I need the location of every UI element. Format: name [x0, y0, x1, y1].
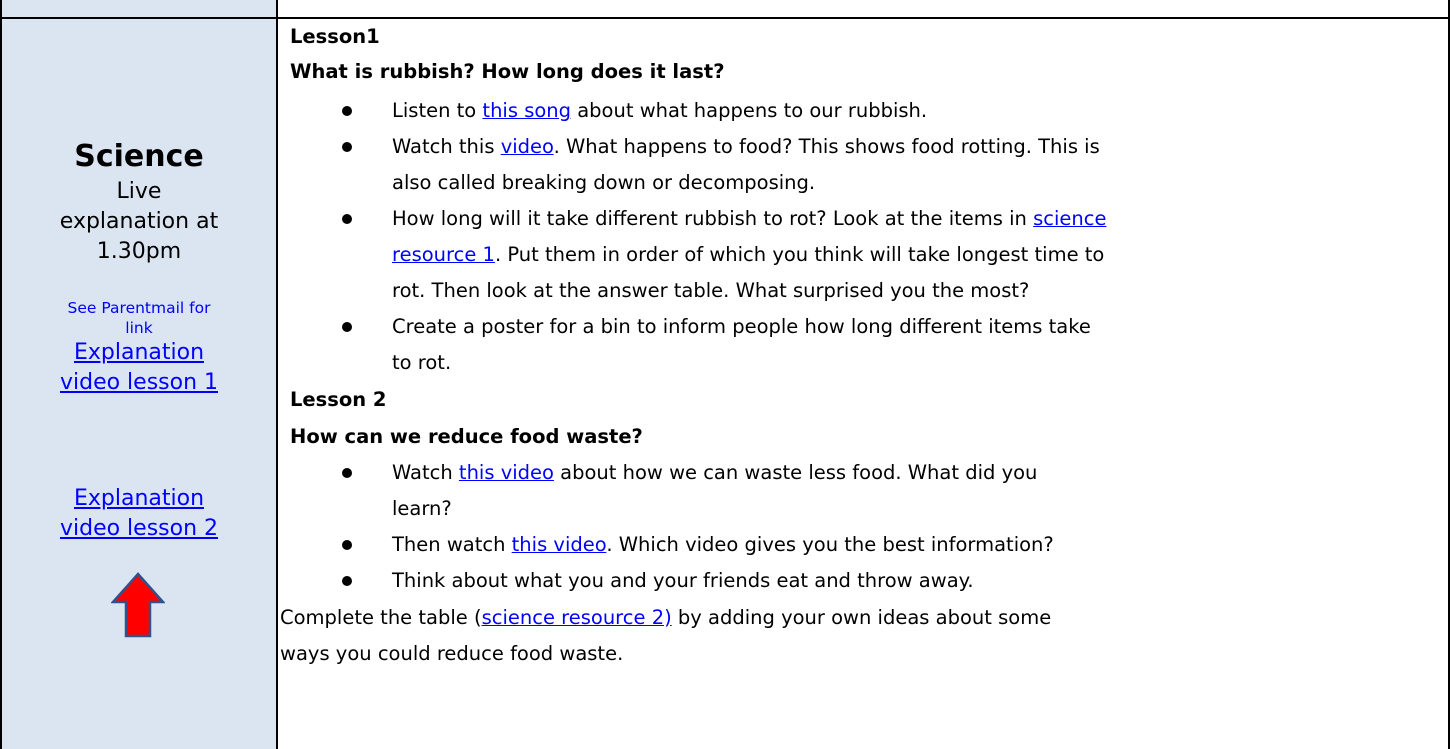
lesson2-bullet-1-cont: learn? [392, 497, 452, 520]
lesson1-bullet-1 [392, 95, 927, 127]
text: Watch this [392, 135, 501, 158]
lesson2-final-instruction-cont: ways you could reduce food waste. [280, 642, 624, 665]
bullet-dot [342, 142, 352, 152]
up-arrow-icon [111, 572, 165, 638]
text: . What happens to food? This shows food rotting. This is [553, 135, 1100, 158]
bullet-dot [342, 468, 352, 478]
lesson2-bullet-3: Think about what you and your friends eat and throw away. [392, 569, 974, 592]
text: by adding your own ideas about some [671, 606, 1052, 629]
lesson1-bullet-3-cont: rot. Then look at the answer table. What surprised you the most? [392, 279, 1030, 302]
lesson1-bullet-3-cont [392, 239, 1104, 271]
text: Listen to [392, 99, 483, 122]
link-line[interactable]: video lesson 2 [59, 516, 219, 541]
lesson2-final-instruction [280, 602, 1051, 634]
lesson1-question: What is rubbish? How long does it last? [290, 60, 725, 83]
subject-title: Science [74, 139, 204, 174]
explanation-video-lesson-2-link[interactable] [2, 484, 276, 544]
live-line: 1.30pm [96, 239, 182, 264]
link-line[interactable]: Explanation [73, 486, 205, 511]
text: Complete the table ( [280, 606, 482, 629]
lesson2-bullet-2 [392, 529, 1054, 561]
text: . Which video gives you the best information? [606, 533, 1054, 556]
lesson1-bullet-4: Create a poster for a bin to inform people how long different items take [392, 315, 1091, 338]
this-video-link[interactable]: this video [458, 461, 554, 484]
text: about what happens to our rubbish. [571, 99, 928, 122]
explanation-video-lesson-1-link[interactable] [2, 338, 276, 398]
live-explanation-text [2, 177, 276, 267]
bullet-dot [342, 322, 352, 332]
bullet-dot [342, 214, 352, 224]
subject-cell [0, 19, 278, 749]
video-link[interactable]: video [500, 135, 554, 158]
lesson-content-cell [278, 19, 1450, 749]
text: about how we can waste less food. What did you [553, 461, 1038, 484]
lesson1-title: Lesson1 [290, 25, 380, 48]
link-line[interactable]: video lesson 1 [59, 370, 219, 395]
lesson1-bullet-2 [392, 131, 1100, 163]
this-video-link[interactable]: this video [511, 533, 607, 556]
previous-row-right-cell [278, 0, 1450, 17]
parentmail-note [2, 298, 276, 338]
parentmail-line: link [125, 319, 153, 337]
science-resource-1-link[interactable]: science [1033, 207, 1107, 230]
parentmail-line: See Parentmail for [67, 299, 211, 317]
bullet-dot [342, 576, 352, 586]
text: Then watch [392, 533, 512, 556]
text: Watch [392, 461, 459, 484]
previous-row-left-cell [0, 0, 278, 17]
lesson1-bullet-3 [392, 203, 1106, 235]
science-resource-1-link[interactable]: resource 1 [392, 243, 495, 266]
live-line: Live [116, 179, 162, 204]
live-line: explanation at [59, 209, 219, 234]
text: . Put them in order of which you think will take longest time to [494, 243, 1105, 266]
text: How long will it take different rubbish to rot? Look at the items in [392, 207, 1034, 230]
this-song-link[interactable]: this song [482, 99, 572, 122]
lesson1-bullet-4-cont: to rot. [392, 351, 452, 374]
lesson2-title: Lesson 2 [290, 388, 387, 411]
link-line[interactable]: Explanation [73, 340, 205, 365]
lesson2-bullet-1 [392, 457, 1037, 489]
bullet-dot [342, 540, 352, 550]
lesson2-question: How can we reduce food waste? [290, 425, 643, 448]
bullet-dot [342, 106, 352, 116]
science-resource-2-link[interactable]: science resource 2) [481, 606, 672, 629]
lesson1-bullet-2-cont: also called breaking down or decomposing. [392, 171, 816, 194]
